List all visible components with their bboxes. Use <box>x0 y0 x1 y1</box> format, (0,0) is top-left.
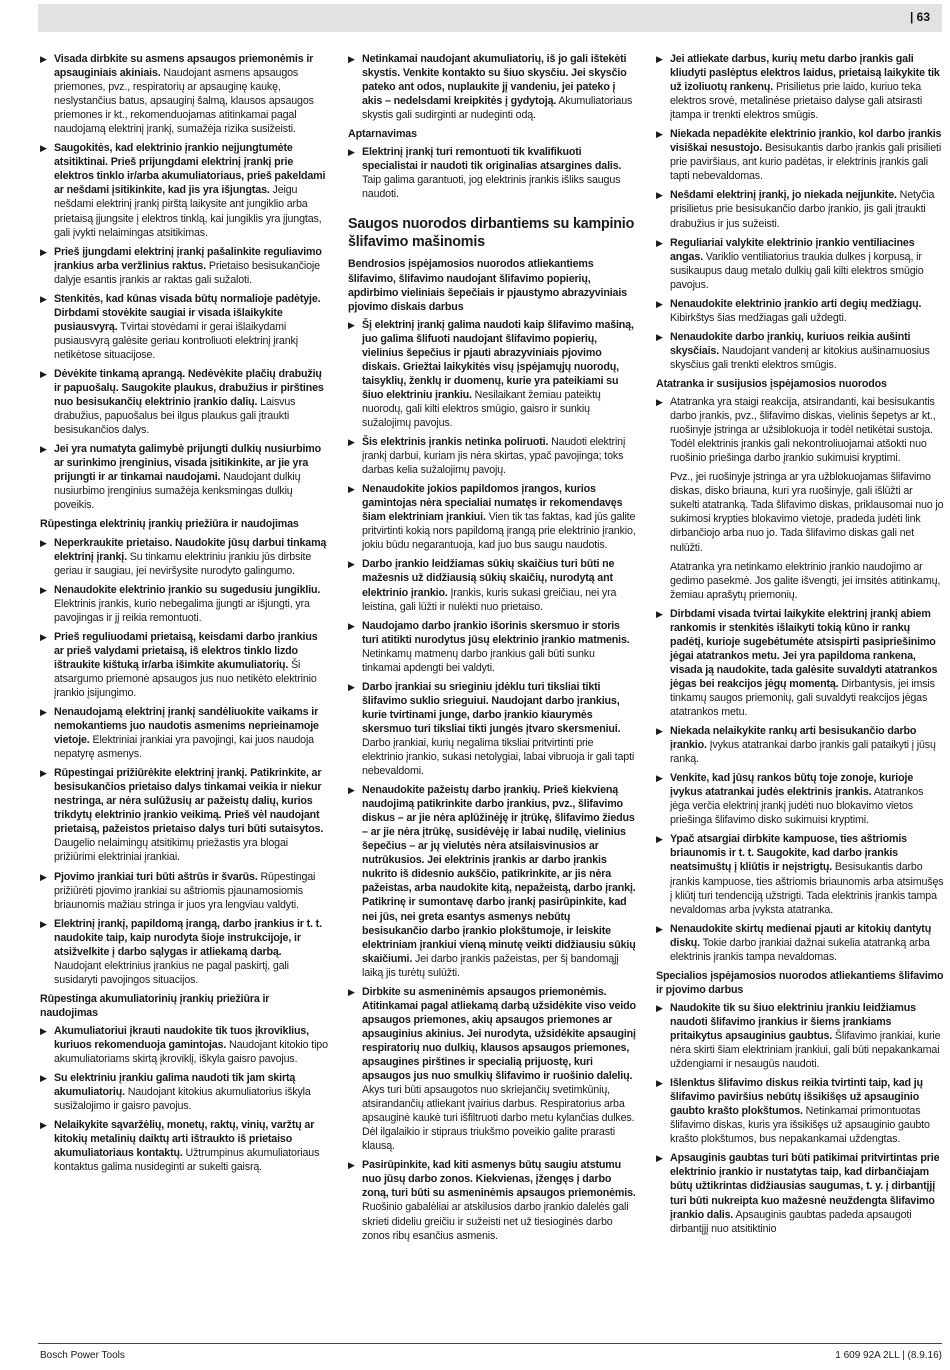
item-warning: Elektrinį įrankį, papildomą įrangą, darbo įrankius ir t. t. naudokite taip, kaip nurodyta šioje instrukcijoje, ir atsižvelkite į darbo sąlygas ir atliekamą darbą. <box>54 917 322 958</box>
paragraph: Pvz., jei ruošinyje įstringa ar yra užblokuojamas šlifavimo diskas, disko briauna, kuri yra ruošinyje, gali išlūžti ar sukelti atatranką. Tada šlifavimo diskas, priklausomai nuo jo sukimosi krypties blokavimo vietoje, pradeda judėti link dirbančiojo arba nuo jo. Tada šlifavimo diskas gali net nulūžti. <box>670 471 944 554</box>
item-explanation: Jeigu nešdami elektrinį įrankį pirštą laikysite ant jungiklio arba prietaisą įjungsite į elektros tinklą, kai jungiklis yra įjungtas, gali įvykti nelaimingas atsitikimas. <box>54 184 322 239</box>
item-explanation: Elektrinis įrankis, kurio nebegalima įjungti ar išjungti, yra pavojingas ir jį reikia remontuoti. <box>54 597 310 624</box>
item-explanation: Prisilietus prie laido, kuriuo teka elektros srovė, metalinėse prietaiso dalyse gali atsirasti įtampa ir trenkti elektros smūgis. <box>670 81 923 122</box>
item-warning: Jei atliekate darbus, kurių metu darbo įrankis gali kliudyti paslėptus elektros laidus, prietaisą laikykite tik už izoliuotų rankenų. <box>670 53 940 94</box>
bullet-arrow-icon: ▶ <box>656 397 663 408</box>
instruction-item <box>40 141 328 239</box>
instruction-item <box>348 318 636 430</box>
item-explanation: Naudojant asmens apsaugos priemones, pvz., respiratorių ar apsauginę kaukę, neslystančius batus, apsauginį šalmą, klausos apsaugos priemones ir kt., rekomenduojamas atitinkamai pagal naudojamą elektrinį įrankį, sumažėja rizika susižeisti. <box>54 67 314 136</box>
footer-doc-id: 1 609 92A 2LL | (8.9.16) <box>835 1350 942 1361</box>
item-explanation: Besisukantis darbo įrankis kampuose, ties aštriomis briaunomis arba atsimušęs į kliūtį turi tendenciją užstrigti. Tada elektrinis įrankis tampa nevaldomas arba įvyksta atatranka. <box>670 861 944 916</box>
instruction-item <box>656 127 944 183</box>
item-explanation: Elektriniai įrankiai yra pavojingi, kai juos naudoja nepatyrę asmenys. <box>54 734 314 761</box>
bullet-arrow-icon: ▶ <box>656 1002 663 1013</box>
item-explanation: Rūpestingai prižiūrėti pjovimo įrankiai su aštriomis pjaunamosiomis briaunomis mažiau stringa ir juos yra lengviau valdyti. <box>54 870 316 911</box>
bullet-arrow-icon: ▶ <box>40 143 47 154</box>
item-explanation: Įvykus atatrankai darbo įrankis gali pataikyti į jūsų ranką. <box>670 739 936 766</box>
bullet-arrow-icon: ▶ <box>348 147 355 158</box>
header-bar <box>38 4 942 32</box>
item-warning: Dėvėkite tinkamą aprangą. Nedėvėkite plačių drabužių ir papuošalų. Saugokite plaukus, drabužius ir pirštines nuo besisukančių elektrinio įrankio dalių. <box>54 367 324 409</box>
item-warning: Niekada nepadėkite elektrinio įrankio, kol darbo įrankis visiškai nesustojo. <box>670 128 942 155</box>
item-warning: Niekada nelaikykite rankų arti besisukančio darbo įrankio. <box>670 725 917 752</box>
item-explanation: Netinkamų matmenų darbo įrankius gali būti sunku tinkamai apdengti bei valdyti. <box>362 647 595 674</box>
bullet-arrow-icon: ▶ <box>40 537 47 548</box>
item-explanation: Netyčia prisilietus prie besisukančio darbo įrankio, jis gali įtraukti drabužius ir jus sužeisti. <box>670 189 935 230</box>
item-explanation: Naudoti elektrinį įrankį darbui, kuriam jis nėra skirtas, ypač pavojinga; toks darbas kelia sužalojimų pavojų. <box>362 436 626 477</box>
item-explanation: Naudojant kitokius akumuliatorius iškyla susižalojimo ir gaisro pavojus. <box>54 1086 311 1113</box>
item-warning: Stenkitės, kad kūnas visada būtų normalioje padėtyje. Dirbdami stovėkite saugiai ir visada išlaikykite pusiausvyrą. <box>54 292 321 333</box>
bullet-arrow-icon: ▶ <box>656 331 663 342</box>
footer-brand: Bosch Power Tools <box>40 1350 125 1361</box>
bullet-arrow-icon: ▶ <box>348 484 355 495</box>
item-warning: Akumuliatoriui įkrauti naudokite tik tuos įkroviklius, kuriuos rekomenduoja gamintojas. <box>54 1025 309 1052</box>
bullet-arrow-icon: ▶ <box>656 726 663 737</box>
instruction-item <box>656 922 944 964</box>
instruction-item <box>40 705 328 761</box>
item-warning: Darbo įrankiai su srieginiu įdėklu turi tiksliai tikti šlifavimo suklio srieguiui. Naudojant darbo įrankius, kurie tvirtinami junge, darbo įrankio kiaurymės skersmuo turi tiksliai tikti jungės įtvaro skersmeniui. <box>362 680 621 735</box>
bullet-arrow-icon: ▶ <box>40 368 47 379</box>
bullet-arrow-icon: ▶ <box>40 1026 47 1036</box>
instruction-item <box>40 367 328 437</box>
item-explanation: Ši atsargumo priemonė apsaugos jus nuo netikėto elektrinio įrankio įsijungimo. <box>54 658 317 699</box>
item-explanation: Įrankis, kuris sukasi greičiau, nei yra leistina, gali lūžti ir nulėkti nuo prietaiso. <box>362 586 617 613</box>
item-explanation: Atatranka yra staigi reakcija, atsirandanti, kai besisukantis darbo įrankis, pvz., šlifavimo diskas, vielinis šepetys ar kt., ruošinyje įstringa ar užsiblokuoja ir todėl netikėtai sustoja. Todėl elektrinis įrankis gali nekontroliuojamai atšokti nuo ruošinio priešinga darbo įrankio sukimuisi kryptimi. <box>670 396 936 465</box>
instruction-item <box>40 583 328 625</box>
instruction-item <box>348 145 636 201</box>
instruction-item <box>40 442 328 512</box>
bullet-arrow-icon: ▶ <box>656 237 663 248</box>
item-warning: Prieš įjungdami elektrinį įrankį pašalinkite reguliavimo įrankius arba veržlinius raktus. <box>54 245 322 272</box>
bullet-arrow-icon: ▶ <box>40 444 47 455</box>
bullet-arrow-icon: ▶ <box>656 54 663 64</box>
item-warning: Su elektriniu įrankiu galima naudoti tik jam skirtą akumuliatorių. <box>54 1072 296 1099</box>
bullet-arrow-icon: ▶ <box>40 1120 47 1131</box>
subheading: Bendrosios įspėjamosios nuorodos atliekantiems šlifavimo, šlifavimo naudojant šlifavimo popierių, apdirbimo vieliniais šepečiais ir pjaustymo abrazyviniais pjovimo diskais darbus <box>348 258 627 313</box>
instruction-item <box>656 1001 944 1071</box>
item-explanation: Nesilaikant žemiau pateiktų nuorodų, gali kilti elektros smūgio, gaisro ir sunkių sužalojimų pavojus. <box>362 388 601 429</box>
item-warning: Nenaudojamą elektrinį įrankį sandėliuokite vaikams ir nemokantiems juo naudotis asmenims neprieinamoje vietoje. <box>54 706 319 747</box>
item-warning: Apsauginis gaubtas turi būti patikimai pritvirtintas prie elektrinio įrankio ir nustatytas taip, kad dirbančiajam būtų užtikrintas didžiausias saugumas, t. y. į dirbantįjį turi būti nukreipta kuo mažesnė neuždengta šlifavimo įrankio dalis. <box>670 1152 940 1221</box>
item-warning: Nenaudokite elektrinio įrankio su sugedusiu jungikliu. <box>54 583 321 596</box>
bullet-arrow-icon: ▶ <box>656 773 663 784</box>
item-warning: Nenaudokite skirtų medienai pjauti ar kitokių dantytų diskų. <box>670 922 932 949</box>
item-warning: Nešdami elektrinį įrankį, jo niekada neįjunkite. <box>670 189 897 202</box>
bullet-arrow-icon: ▶ <box>656 608 663 619</box>
item-explanation: Akys turi būti apsaugotos nuo skriejančių svetimkūnių, atsirandančių atliekant įvairius darbus. Respiratorius arba apsauginė kaukė turi išfiltruoti darbo metu kylančias dulkes. Dėl ilgalaikio ir stipraus triukšmo poveikio galite prarasti klausą. <box>362 1084 635 1153</box>
item-explanation: Dirbantysis, jei imsis tinkamų saugos priemonių, gali suvaldyti reakcijos jėgas atatrankos metu. <box>670 677 935 719</box>
instruction-item <box>656 52 944 122</box>
instruction-item <box>656 297 944 325</box>
item-explanation: Taip galima garantuoti, jog elektrinis įrankis išliks saugus naudoti. <box>362 174 621 201</box>
bullet-arrow-icon: ▶ <box>40 871 47 882</box>
item-explanation: Ruošinio gabalėliai ar atskilusios darbo įrankio dalelės gali skrieti dideliu greičiu ir sužeisti net už tiesioginės darbo zonos ribų esančius asmenis. <box>362 1201 629 1242</box>
bullet-arrow-icon: ▶ <box>348 319 355 330</box>
bullet-arrow-icon: ▶ <box>348 54 355 64</box>
column-right <box>656 52 944 1241</box>
bullet-arrow-icon: ▶ <box>40 918 47 929</box>
subheading: Atatranka ir susijusios įspėjamosios nuorodos <box>656 377 887 390</box>
item-warning: Elektrinį įrankį turi remontuoti tik kvalifikuoti specialistai ir naudoti tik originalias atsargines dalis. <box>362 146 622 173</box>
item-explanation: Netinkamai primontuotas šlifavimo diskas, kuris yra išsikišęs už apsauginio gaubto krašto plokštumos, bus nepakankamai uždengtas. <box>670 1105 930 1146</box>
subheading: Specialios įspėjamosios nuorodos atliekantiems šlifavimo ir pjovimo darbus <box>656 969 944 996</box>
bullet-arrow-icon: ▶ <box>348 559 355 570</box>
item-warning: Šis elektrinis įrankis netinka poliruoti. <box>362 436 549 449</box>
bullet-arrow-icon: ▶ <box>656 298 663 309</box>
item-explanation: Jei darbo įrankis pažeistas, per šį bandomąjį laiką jis turėtų sulūžti. <box>362 952 619 979</box>
item-explanation: Vien tik tas faktas, kad jūs galite pritvirtinti kokią nors papildomą įrangą prie elektrinio įrankio, jokiu būdu negarantuoja, kad juo bus saugu naudotis. <box>362 511 636 552</box>
instruction-item <box>40 1024 328 1066</box>
item-explanation: Laisvus drabužius, papuošalus bei ilgus plaukus gali įtraukti besisukančios dalys. <box>54 396 296 437</box>
item-explanation: Prietaiso besisukančioje dalyje esantis įrankis ar raktas gali sužaloti. <box>54 259 320 286</box>
bullet-arrow-icon: ▶ <box>40 768 47 779</box>
bullet-arrow-icon: ▶ <box>40 246 47 257</box>
item-explanation: Užtrumpinus akumuliatoriaus kontaktus galima nusideginti ar sukelti gaisrą. <box>54 1147 320 1174</box>
item-warning: Dirbkite su asmeninėmis apsaugos priemonėmis. Atitinkamai pagal atliekamą darbą užsidėkite viso veido apsaugos priemones, akių apsaugos priemones ar apsauginius akinius. Jei nurodyta, užsidėkite apsauginį respiratorių nuo dulkių, klausos apsaugos priemones, apsaugines pirštines ir specialią prijuostę, kuri apsaugos jus nuo smulkių šlifavimo ir ruošinio dalelių. <box>362 985 636 1083</box>
item-explanation: Kibirkštys šias medžiagas gali uždegti. <box>670 311 847 324</box>
instruction-item <box>40 917 328 987</box>
item-warning: Netinkamai naudojant akumuliatorių, iš jo gali ištekėti skystis. Venkite kontakto su šiuo skysčiu. Jei skysčio pateko ant odos, nuplaukite jį vandeniu, jei pateko į akis – nedelsdami kreipkitės į gydytoją. <box>362 53 627 108</box>
item-warning: Visada dirbkite su asmens apsaugos priemonėmis ir apsauginiais akiniais. <box>54 53 314 80</box>
instruction-item <box>40 536 328 578</box>
bullet-arrow-icon: ▶ <box>40 707 47 718</box>
bullet-arrow-icon: ▶ <box>348 620 355 631</box>
item-explanation: Tokie darbo įrankiai dažnai sukelia atatranką arba elektrinis įrankis tampa nevaldomas. <box>670 936 930 963</box>
item-warning: Jei yra numatyta galimybė prijungti dulkių nusiurbimo ar surinkimo įrenginius, visada įsitikinkite, ar jie yra prijungti ir ar tinkamai naudojami. <box>54 443 322 484</box>
item-warning: Šį elektrinį įrankį galima naudoti kaip šlifavimo mašiną, juo galima šlifuoti naudojant šlifavimo popierių, vielinius šepečius ir pjauti abrazyviniais pjovimo diskais. Griežtai laikykitės visų įspėjamųjų nuorodų, taisyklių, ženklų ir duomenų, kurie yra pateikiami su šiuo elektriniu įrankiu. <box>362 318 634 401</box>
instruction-item <box>656 832 944 916</box>
bullet-arrow-icon: ▶ <box>348 785 355 796</box>
instruction-item <box>348 52 636 122</box>
bullet-arrow-icon: ▶ <box>656 190 663 201</box>
bullet-arrow-icon: ▶ <box>40 1073 47 1084</box>
bullet-arrow-icon: ▶ <box>656 1153 663 1164</box>
item-warning: Nenaudokite jokios papildomos įrangos, kurios gamintojas nėra specialiai numatęs ir rekomendavęs šiam elektriniam įrankiui. <box>362 483 623 524</box>
column-middle <box>348 52 636 1248</box>
instruction-item <box>348 435 636 477</box>
instruction-item <box>656 724 944 766</box>
bullet-arrow-icon: ▶ <box>656 129 663 140</box>
item-explanation: Naudojant elektrinius įrankius ne pagal paskirtį, gali susidaryti pavojingos situacijos. <box>54 959 289 986</box>
bullet-arrow-icon: ▶ <box>348 1160 355 1171</box>
bullet-arrow-icon: ▶ <box>656 1078 663 1089</box>
instruction-item <box>656 188 944 230</box>
bullet-arrow-icon: ▶ <box>40 54 47 64</box>
item-explanation: Tvirtai stovėdami ir gerai išlaikydami pusiausvyrą galėsite geriau kontroliuoti elektrinį įrankį netikėtose situacijose. <box>54 320 298 361</box>
bullet-arrow-icon: ▶ <box>348 986 355 997</box>
item-warning: Pasirūpinkite, kad kiti asmenys būtų saugiu atstumu nuo jūsų darbo zonos. Kiekvienas, įžengęs į darbo zoną, turi būti su asmeninėmis apsaugos priemonėmis. <box>362 1159 636 1200</box>
subheading: Aptarnavimas <box>348 128 417 141</box>
bullet-arrow-icon: ▶ <box>656 923 663 934</box>
item-warning: Nenaudokite elektrinio įrankio arti degių medžiagų. <box>670 297 922 310</box>
instruction-item <box>656 330 944 372</box>
instruction-item <box>348 482 636 552</box>
item-warning: Reguliariai valykite elektrinio įrankio ventiliacines angas. <box>670 236 915 263</box>
instruction-item <box>348 619 636 675</box>
instruction-item <box>656 771 944 827</box>
item-explanation: Apsauginis gaubtas padeda apsaugoti dirbantįjį nuo atsitiktinio <box>670 1208 912 1235</box>
item-warning: Nelaikykite sąvaržėlių, monetų, raktų, vinių, varžtų ar kitokių metalinių daiktų arti ištraukto iš prietaiso akumuliatoriaus kontaktų. <box>54 1119 315 1160</box>
bullet-arrow-icon: ▶ <box>40 293 47 304</box>
instruction-item <box>40 766 328 864</box>
item-warning: Pjovimo įrankiai turi būti aštrūs ir švarūs. <box>54 870 258 883</box>
item-warning: Prieš reguliuodami prietaisą, keisdami darbo įrankius ar prieš valydami prietaisą, iš elektros tinklo lizdo ištraukite kištuką ir/arba išimkite akumuliatorių. <box>54 630 318 671</box>
instruction-item <box>656 1151 944 1235</box>
item-explanation: Daugelio nelaimingų atsitikimų priežastis yra blogai prižiūrimi elektriniai įrankiai. <box>54 837 288 864</box>
bullet-arrow-icon: ▶ <box>40 631 47 642</box>
column-left <box>40 52 328 1179</box>
item-explanation: Naudojant dulkių nusiurbimo įrenginius sumažėja kenksmingas dulkių poveikis. <box>54 471 301 512</box>
item-explanation: Darbo įrankiai, kurių negalima tiksliai pritvirtinti prie elektrinio įrankio, sukasi netolygiai, labai vibruoja ir gali tapti nebevaldomi. <box>362 736 635 778</box>
paragraph: Atatranka yra netinkamo elektrinio įrankio naudojimo ar gedimo pasekmė. Jos galite išvengti, jei imsitės atitinkamų, žemiau aprašytų priemonių. <box>670 560 941 601</box>
bullet-arrow-icon: ▶ <box>40 584 47 595</box>
instruction-item <box>656 236 944 292</box>
instruction-item <box>348 783 636 980</box>
instruction-item <box>40 870 328 912</box>
instruction-item <box>656 395 944 465</box>
item-warning: Venkite, kad jūsų rankos būtų toje zonoje, kurioje įvykus atatrankai judės elektrinis įrankis. <box>670 772 914 799</box>
item-explanation: Su tinkamu elektriniu įrankiu jūs dirbsite geriau ir saugiau, jei neviršysite nurodyto galingumo. <box>54 550 312 577</box>
item-warning: Naudojamo darbo įrankio išorinis skersmuo ir storis turi atitikti nurodytus jūsų elektrinio įrankio matmenis. <box>362 619 630 646</box>
item-warning: Darbo įrankio leidžiamas sūkių skaičius turi būti ne mažesnis už didžiausią sūkių skaičių, nurodytą ant elektrinio įrankio. <box>362 558 615 599</box>
instruction-item <box>40 1071 328 1113</box>
bullet-arrow-icon: ▶ <box>348 437 355 448</box>
subheading: Rūpestinga akumuliatorinių įrankių priežiūra ir naudojimas <box>40 992 270 1019</box>
instruction-item <box>40 1118 328 1174</box>
item-warning: Išlenktus šlifavimo diskus reikia tvirtinti taip, kad jų šlifavimo paviršius nebūtų išsikišęs už apsauginio gaubto krašto plokštumos. <box>670 1077 923 1118</box>
item-explanation: Naudojant vandenį ar kitokius aušinamuosius skysčius gali trenkti elektros smūgis. <box>670 344 930 371</box>
item-explanation: Akumuliatoriaus skystis gali sudirginti ar nudeginti odą. <box>362 95 633 122</box>
instruction-item <box>348 985 636 1154</box>
item-explanation: Naudojant kitokio tipo akumuliatoriams skirtą įkroviklį, iškyla gaisro pavojus. <box>54 1039 328 1066</box>
instruction-item <box>40 292 328 362</box>
item-warning: Rūpestingai prižiūrėkite elektrinį įrankį. Patikrinkite, ar besisukančios prietaiso dalys tinkamai veikia ir niekur nestringa, ar nėra sulūžusių ar pažeistų dalių, kurios trikdytų elektrinio įrankio veikimą. Prieš vėl naudojant prietaisą, pažeistos prietaiso dalys turi būti sutaisytos. <box>54 767 324 836</box>
footer-rule <box>38 1343 942 1344</box>
bullet-arrow-icon: ▶ <box>348 681 355 692</box>
page-number: | 63 <box>909 10 930 24</box>
bullet-arrow-icon: ▶ <box>656 834 663 845</box>
instruction-item <box>348 680 636 778</box>
item-warning: Neperkraukite prietaiso. Naudokite jūsų darbui tinkamą elektrinį įrankį. <box>54 536 327 563</box>
item-warning: Nenaudokite pažeistų darbo įrankių. Prieš kiekvieną naudojimą patikrinkite darbo įrankius, pvz., šlifavimo diskus – ar jie nėra aplūžinėję ir įtrūkę, šlifavimo žiedus – ar jie nėra įtrūkę, susidėvėję ir labai nudilę, vielinius šepečius – ar jų vielutės nėra atsilaisvinusios ar nutrūkusios. Jei elektrinis įrankis ar darbo įrankis nukrito iš didesnio aukščio, patikrinkite, ar jis nėra pažeistas, arba naudokite kitą, nepažeistą, darbo įrankį. Patikrinę ir sumontavę darbo įrankį pasirūpinkite, kad nei jūs, nei greta esantys asmenys nebūtų besisukančio darbo įrankio plokštumoje, ir leiskite elektriniam įrankiui vieną minutę veikti didžiausiu sūkių skaičiumi. <box>362 784 636 965</box>
instruction-item <box>40 630 328 700</box>
instruction-item <box>40 245 328 287</box>
item-warning: Ypač atsargiai dirbkite kampuose, ties aštriomis briaunomis ir t. t. Saugokite, kad darbo įrankis neatsimuštų į kliūtis ir neįstrigtų. <box>670 833 907 874</box>
instruction-item <box>348 1158 636 1242</box>
item-explanation: Atatrankos jėga verčia elektrinį įrankį judėti nuo blokavimo vietos priešinga šlifavimo disko sukimuisi kryptimi. <box>670 786 924 827</box>
subheading: Rūpestinga elektrinių įrankių priežiūra ir naudojimas <box>40 518 299 531</box>
instruction-item <box>348 557 636 613</box>
instruction-item <box>656 1076 944 1146</box>
item-explanation: Šlifavimo įrankiai, kurie nėra skirti šiam elektriniam įrankiui, gali būti nepakankamai uždengiami ir nesaugūs naudoti. <box>670 1030 941 1071</box>
item-explanation: Besisukantis darbo įrankis gali prisilieti prie paviršiaus, ant kurio padėtas, ir elektrinis įrankis gali tapti nebevaldomas. <box>670 142 942 183</box>
section-heading: Saugos nuorodos dirbantiems su kampinio šlifavimo mašinomis <box>348 216 635 251</box>
item-warning: Naudokite tik su šiuo elektriniu įrankiu leidžiamus naudoti šlifavimo įrankius ir šiems įrankiams pritaikytus apsauginius gaubtus. <box>670 1001 916 1042</box>
instruction-item <box>40 52 328 136</box>
item-explanation: Variklio ventiliatorius traukia dulkes į korpusą, ir susikaupus daug metalo dulkių gali kilti elektros smūgio pavojus. <box>670 250 924 291</box>
item-warning: Nenaudokite darbo įrankių, kuriuos reikia aušinti skysčiais. <box>670 330 911 357</box>
instruction-item <box>656 607 944 719</box>
item-warning: Saugokitės, kad elektrinio įrankio neįjungtumėte atsitiktinai. Prieš prijungdami elektrinį įrankį prie elektros tinklo ir/arba akumuliatoriaus, prieš pakeldami ar nešdami įsitikinkite, kad jis yra išjungtas. <box>54 142 326 197</box>
item-warning: Dirbdami visada tvirtai laikykite elektrinį įrankį abiem rankomis ir stenkitės išlaikyti tokią kūno ir rankų padėtį, kurioje sugebėtumėte atsispirti pasipriešinimo jėgai atatrankos metu. Jei yra papildoma rankena, visada ją naudokite, tada galėsite suvaldyti atatrankos jėgas bei reakcijos jėgų momentą. <box>670 607 938 690</box>
